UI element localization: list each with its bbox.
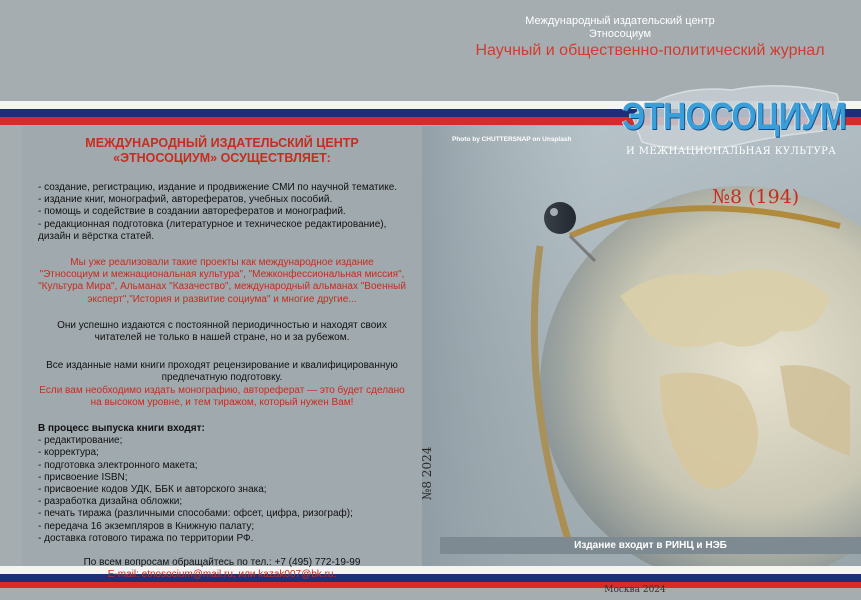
list-item: дизайн и вёрстка статей. (38, 230, 154, 242)
rinc-banner: Издание входит в РИНЦ и НЭБ (440, 537, 861, 554)
list-item: - редакционная подготовка (литературное и техническое редактирование), (38, 218, 387, 230)
text-line: Все изданные нами книги проходят рецензирование и квалифицированную (46, 360, 398, 372)
text-line: эксперт","История и развитие социума" и многие другие... (87, 293, 357, 305)
process-list (38, 435, 422, 545)
projects-paragraph (22, 257, 422, 306)
text-line: Мы уже реализовали такие проекты как международное издание (70, 257, 374, 269)
list-item: - печать тиража (различными способами: офсет, цифра, ризограф); (38, 508, 353, 520)
text-line: "Культура Мира", Альманах "Казачество", международный альманах "Военный (38, 281, 406, 293)
text-line: предпечатную подготовку. (161, 372, 283, 384)
contact-phone: По всем вопросам обращайтесь по тел.: +7 (495) 772-19-99 (83, 557, 361, 569)
list-item: - корректура; (38, 447, 99, 459)
spine-issue: №8 2024 (420, 446, 434, 500)
panel-heading (22, 136, 422, 166)
success-paragraph (22, 320, 422, 344)
services-list (38, 182, 422, 243)
list-item: - разработка дизайна обложки; (38, 496, 183, 508)
review-paragraph (22, 360, 422, 384)
text-line: Если вам необходимо издать монографию, автореферат — это будет сделано (39, 384, 405, 396)
text-line: на высоком уровне, и тем тиражом, который нужен Вам! (90, 396, 354, 408)
panel-heading-line-1: МЕЖДУНАРОДНЫЙ ИЗДАТЕЛЬСКИЙ ЦЕНТР (85, 136, 359, 150)
list-item: - доставка готового тиража по территории РФ. (38, 532, 254, 544)
logo-subtitle: И МЕЖНАЦИОНАЛЬНАЯ КУЛЬТУРА (626, 146, 837, 157)
list-item: - создание, регистрацию, издание и продвижение СМИ по научной тематике. (38, 182, 398, 193)
panel-heading-line-2: «ЭТНОСОЦИУМ» ОСУЩЕСТВЛЯЕТ: (113, 151, 331, 165)
journal-subtitle: Научный и общественно-политический журнал (475, 42, 825, 59)
text-line: Они успешно издаются с постоянной периодичностью и находят своих (57, 319, 387, 331)
list-item: - присвоение кодов УДК, ББК и авторского знака; (38, 484, 267, 496)
list-item: - подготовка электронного макета; (38, 459, 198, 471)
offer-paragraph (22, 385, 422, 409)
list-item: - передача 16 экземпляров в Книжную палату; (38, 520, 255, 532)
publisher-info-panel (22, 126, 422, 581)
list-item: - присвоение ISBN; (38, 471, 128, 483)
publisher-line-1: Международный издательский центр (525, 15, 715, 27)
list-item: - редактирование; (38, 435, 123, 447)
text-line: "Этносоциум и межнациональная культура", "Межконфессиональная миссия", (39, 269, 405, 281)
contact-email: E-mail: etnosocium@mail.ru, или kazak007@bk.ru. (107, 569, 337, 581)
publisher-line-2: Этносоциум (588, 28, 652, 40)
list-item: - издание книг, монографий, авторефератов, учебных пособий. (38, 194, 333, 206)
list-item: - помощь и содействие в создании авторефератов и монографий. (38, 206, 346, 218)
city-year: Москва 2024 (604, 585, 666, 595)
process-title: В процесс выпуска книги входят: (38, 423, 205, 435)
photo-credit: Photo by CHUTTERSNAP on Unsplash (452, 136, 572, 143)
logo-title: ЭТНОСОЦИУМ (622, 96, 847, 138)
contacts (22, 557, 422, 581)
flag-stripe-red-bottom (0, 582, 861, 588)
issue-number: №8 (194) (712, 186, 800, 208)
text-line: читателей не только в нашей стране, но и за рубежом. (94, 332, 350, 344)
